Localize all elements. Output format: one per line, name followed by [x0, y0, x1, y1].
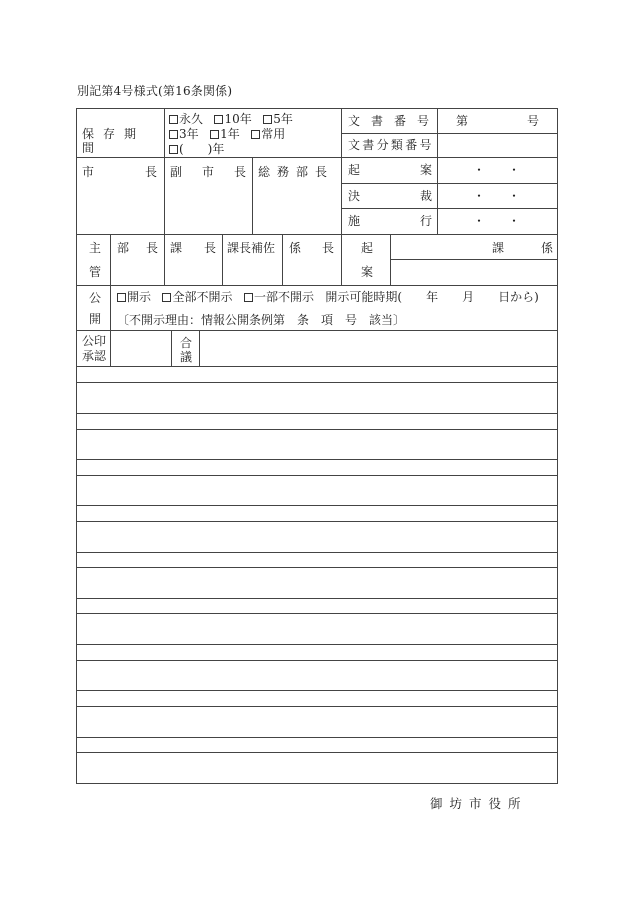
checkbox-permanent[interactable]: [169, 115, 178, 124]
general-affairs-director-label: 総務部長: [258, 165, 335, 179]
disclosure-options: [117, 290, 539, 304]
retention-label-text: 保存期間: [82, 127, 146, 155]
drafted-label: [348, 163, 432, 177]
checkbox-3-years[interactable]: [169, 130, 178, 139]
checkbox-permanent-use[interactable]: [251, 130, 260, 139]
decided-char-2: 裁: [419, 189, 432, 203]
retention-option-custom: [169, 142, 224, 156]
section-label: 課: [492, 241, 505, 255]
retention-options-row2: [169, 127, 285, 141]
checkbox-5-years[interactable]: [263, 115, 272, 124]
enforced-char-1: 施: [348, 214, 361, 228]
option-1-year: 1年: [220, 127, 240, 141]
department-label-char-1: 主: [89, 241, 102, 255]
vice-mayor-char-3: 長: [233, 165, 246, 179]
option-3-years: 3年: [179, 127, 199, 141]
drafter-label-char-2: 案: [361, 265, 374, 279]
enforced-date-dot-1: ・: [473, 214, 486, 228]
subsection-chief-char-2: 長: [321, 241, 334, 255]
option-permanent-use: 常用: [261, 127, 286, 141]
mayor-char-1: 市: [82, 165, 95, 179]
subsection-chief-char-1: 係: [289, 241, 302, 255]
section-chief-char-2: 長: [203, 241, 216, 255]
option-full-nondisclosure: 全部不開示: [172, 290, 233, 304]
disclosure-label-char-1: 公: [89, 291, 102, 305]
document-title: 別記第4号様式(第16条関係): [77, 84, 233, 98]
disclosure-label-char-2: 開: [89, 312, 102, 326]
seal-label-line-2: 承認: [82, 349, 107, 363]
drafted-date-dot-1: ・: [473, 163, 486, 177]
mayor-label: [82, 165, 157, 179]
document-number-label: 文書番号: [348, 114, 441, 128]
director-char-2: 長: [145, 241, 158, 255]
option-partial-nondisclosure: 一部不開示: [253, 290, 314, 304]
drafted-char-2: 案: [419, 163, 432, 177]
checkbox-full-nondisclosure[interactable]: [162, 293, 171, 302]
option-custom-years: ( )年: [179, 142, 225, 156]
section-chief-label: [170, 241, 216, 255]
decided-char-1: 決: [348, 189, 361, 203]
drafter-label-char-1: 起: [361, 241, 374, 255]
retention-options-row1: [169, 112, 293, 126]
unit-label: 係: [541, 241, 554, 255]
mayor-char-2: 長: [144, 165, 157, 179]
decided-date-dot-1: ・: [473, 189, 486, 203]
department-label-char-2: 管: [89, 265, 102, 279]
decided-date-dot-2: ・: [508, 189, 521, 203]
assistant-chief-label: 課長補佐: [227, 241, 276, 255]
checkbox-partial-nondisclosure[interactable]: [244, 293, 253, 302]
vice-mayor-char-1: 副: [170, 165, 183, 179]
checkbox-10-years[interactable]: [214, 115, 223, 124]
consultation-label-char-1: 合: [180, 336, 193, 350]
option-disclose: 開示: [127, 290, 152, 304]
drafted-char-1: 起: [348, 163, 361, 177]
enforced-date-dot-2: ・: [508, 214, 521, 228]
option-10-years: 10年: [224, 112, 252, 126]
option-5-years: 5年: [273, 112, 293, 126]
vice-mayor-label: [170, 165, 246, 179]
document-number-suffix: 号: [527, 114, 540, 128]
enforced-label: [348, 214, 432, 228]
checkbox-custom-years[interactable]: [169, 145, 178, 154]
nondisclosure-reason: 〔不開示理由：情報公開条例第 条 項 号 該当〕: [117, 313, 406, 327]
decided-label: [348, 189, 432, 203]
checkbox-1-year[interactable]: [210, 130, 219, 139]
checkbox-disclose[interactable]: [117, 293, 126, 302]
seal-label-line-1: 公印: [82, 334, 107, 348]
retention-label: [82, 127, 156, 155]
classification-label: 文書分類番号: [348, 138, 434, 152]
consultation-label-char-2: 議: [180, 350, 193, 364]
drafted-date-dot-2: ・: [508, 163, 521, 177]
vice-mayor-char-2: 市: [201, 165, 214, 179]
director-char-1: 部: [117, 241, 130, 255]
director-label: [117, 241, 158, 255]
subsection-chief-label: [289, 241, 334, 255]
office-name: 御坊市役所: [430, 796, 528, 811]
available-period: 開示可能時期( 年 月 日から): [325, 290, 539, 304]
enforced-char-2: 行: [419, 214, 432, 228]
section-chief-char-1: 課: [170, 241, 183, 255]
option-permanent: 永久: [179, 112, 204, 126]
document-number-prefix: 第: [456, 114, 469, 128]
